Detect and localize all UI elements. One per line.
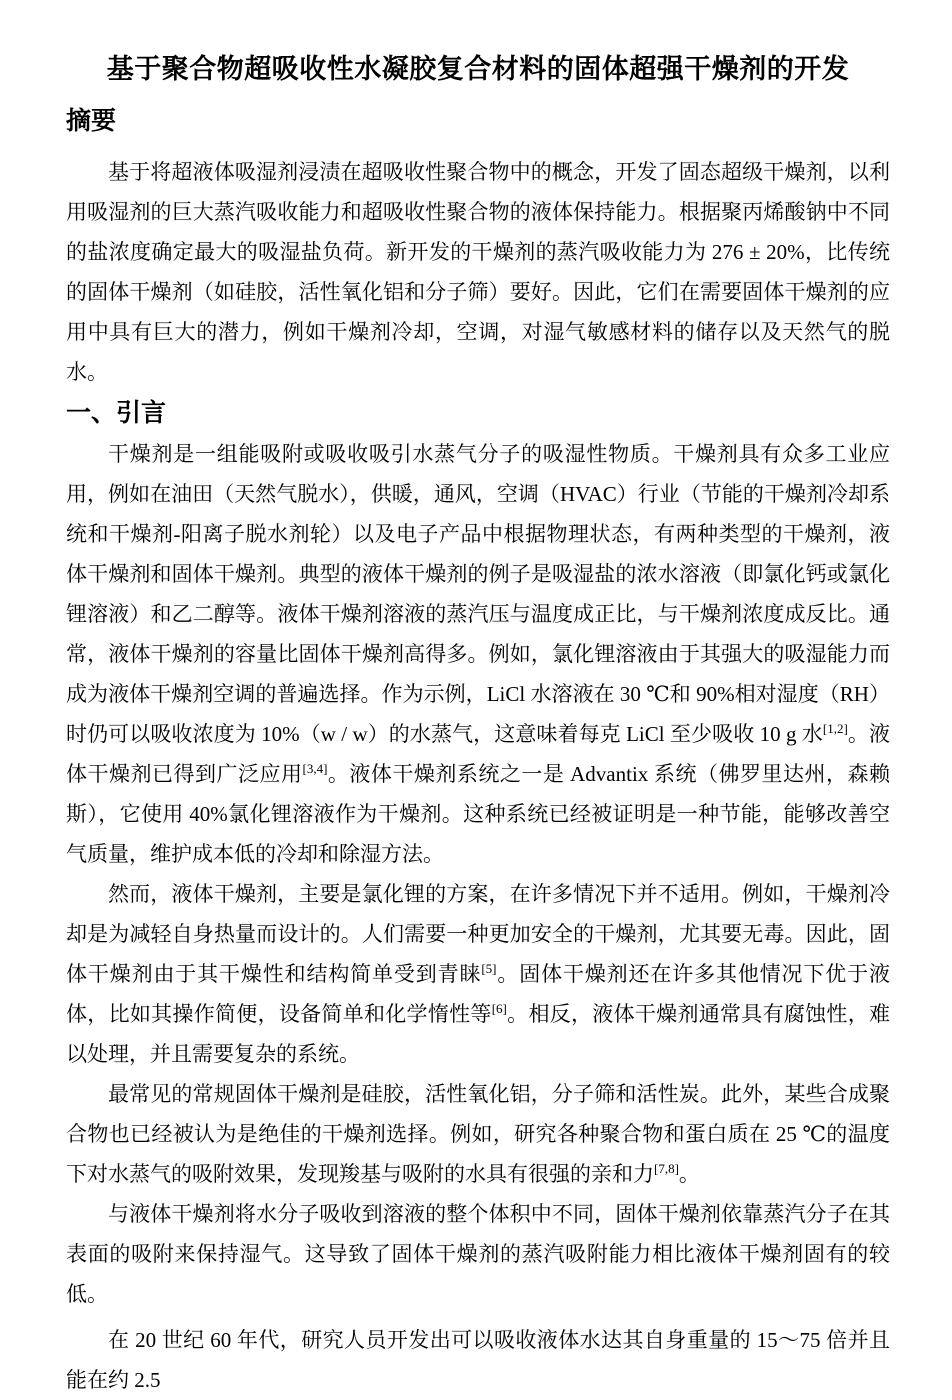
abstract-section — [66, 102, 890, 392]
introduction-paragraph-4: 与液体干燥剂将水分子吸收到溶液的整个体积中不同，固体干燥剂依靠蒸汽分子在其表面的吸附来保持湿气。这导致了固体干燥剂的蒸汽吸附能力相比液体干燥剂固有的较低。 — [66, 1202, 890, 1306]
introduction-heading: 一、引言 — [66, 400, 167, 427]
citation-superscript: [3,4] — [302, 761, 328, 776]
abstract-paragraph: 基于将超液体吸湿剂浸渍在超吸收性聚合物中的概念，开发了固态超级干燥剂，以利用吸湿剂的巨大蒸汽吸收能力和超吸收性聚合物的液体保持能力。根据聚丙烯酸钠中不同的盐浓度确定最大的吸湿盐负荷。新开发的干燥剂的蒸汽吸收能力为 276 ± 20%，比传统的固体干燥剂（如硅胶，活性氧化铝和分子筛）要好。因此，它们在需要固体干燥剂的应用中具有巨大的潜力，例如干燥剂冷却，空调，对湿气敏感材料的储存以及天然气的脱水。 — [66, 160, 890, 384]
introduction-paragraph-2: 然而，液体干燥剂，主要是氯化锂的方案，在许多情况下并不适用。例如，干燥剂冷却是为减轻自身热量而设计的。人们需要一种更加安全的干燥剂，尤其要无毒。因此，固体干燥剂由于其干燥性和结构简单受到青睐[5]。固体干燥剂还在许多其他情况下优于液体，比如其操作简便，设备简单和化学惰性等[6]。相反，液体干燥剂通常具有腐蚀性，难以处理，并且需要复杂的系统。 — [66, 882, 891, 1066]
citation-superscript: [1,2] — [822, 721, 848, 736]
introduction-section — [66, 394, 890, 1400]
citation-superscript: [5] — [481, 961, 497, 976]
introduction-paragraph-1: 干燥剂是一组能吸附或吸收吸引水蒸气分子的吸湿性物质。干燥剂具有众多工业应用，例如在油田（天然气脱水），供暖，通风，空调（HVAC）行业（节能的干燥剂冷却系统和干燥剂-阳离子脱水剂轮）以及电子产品中根据物理状态，有两种类型的干燥剂，液体干燥剂和固体干燥剂。典型的液体干燥剂的例子是吸湿盐的浓水溶液（即氯化钙或氯化锂溶液）和乙二醇等。液体干燥剂溶液的蒸汽压与温度成正比，与干燥剂浓度成反比。通常，液体干燥剂的容量比固体干燥剂高得多。例如，氯化锂溶液由于其强大的吸湿能力而成为液体干燥剂空调的普遍选择。作为示例，LiCl 水溶液在 30 ℃和 90%相对湿度（RH）时仍可以吸收浓度为 10%（w / w）的水蒸气，这意味着每克 LiCl 至少吸收 10 g 水[1,2]。液体干燥剂已得到广泛应用[3,4]。液体干燥剂系统之一是 Advantix 系统（佛罗里达州，森赖斯），它使用 40%氯化锂溶液作为干燥剂。这种系统已经被证明是一种节能，能够改善空气质量，维护成本低的冷却和除湿方法。 — [66, 442, 891, 866]
introduction-paragraph-3: 最常见的常规固体干燥剂是硅胶，活性氧化铝，分子筛和活性炭。此外，某些合成聚合物也已经被认为是绝佳的干燥剂选择。例如，研究各种聚合物和蛋白质在 25 ℃的温度下对水蒸气的吸附效果，发现羧基与吸附的水具有很强的亲和力[7,8]。 — [66, 1082, 890, 1186]
citation-superscript: [7,8] — [654, 1161, 679, 1176]
document-title: 基于聚合物超吸收性水凝胶复合材料的固体超强干燥剂的开发 — [106, 54, 850, 84]
abstract-heading: 摘要 — [66, 108, 117, 135]
introduction-paragraph-5: 在 20 世纪 60 年代，研究人员开发出可以吸收液体水达其自身重量的 15〜75 倍并且能在约 2.5 — [66, 1328, 890, 1392]
citation-superscript: [6] — [491, 1001, 507, 1016]
